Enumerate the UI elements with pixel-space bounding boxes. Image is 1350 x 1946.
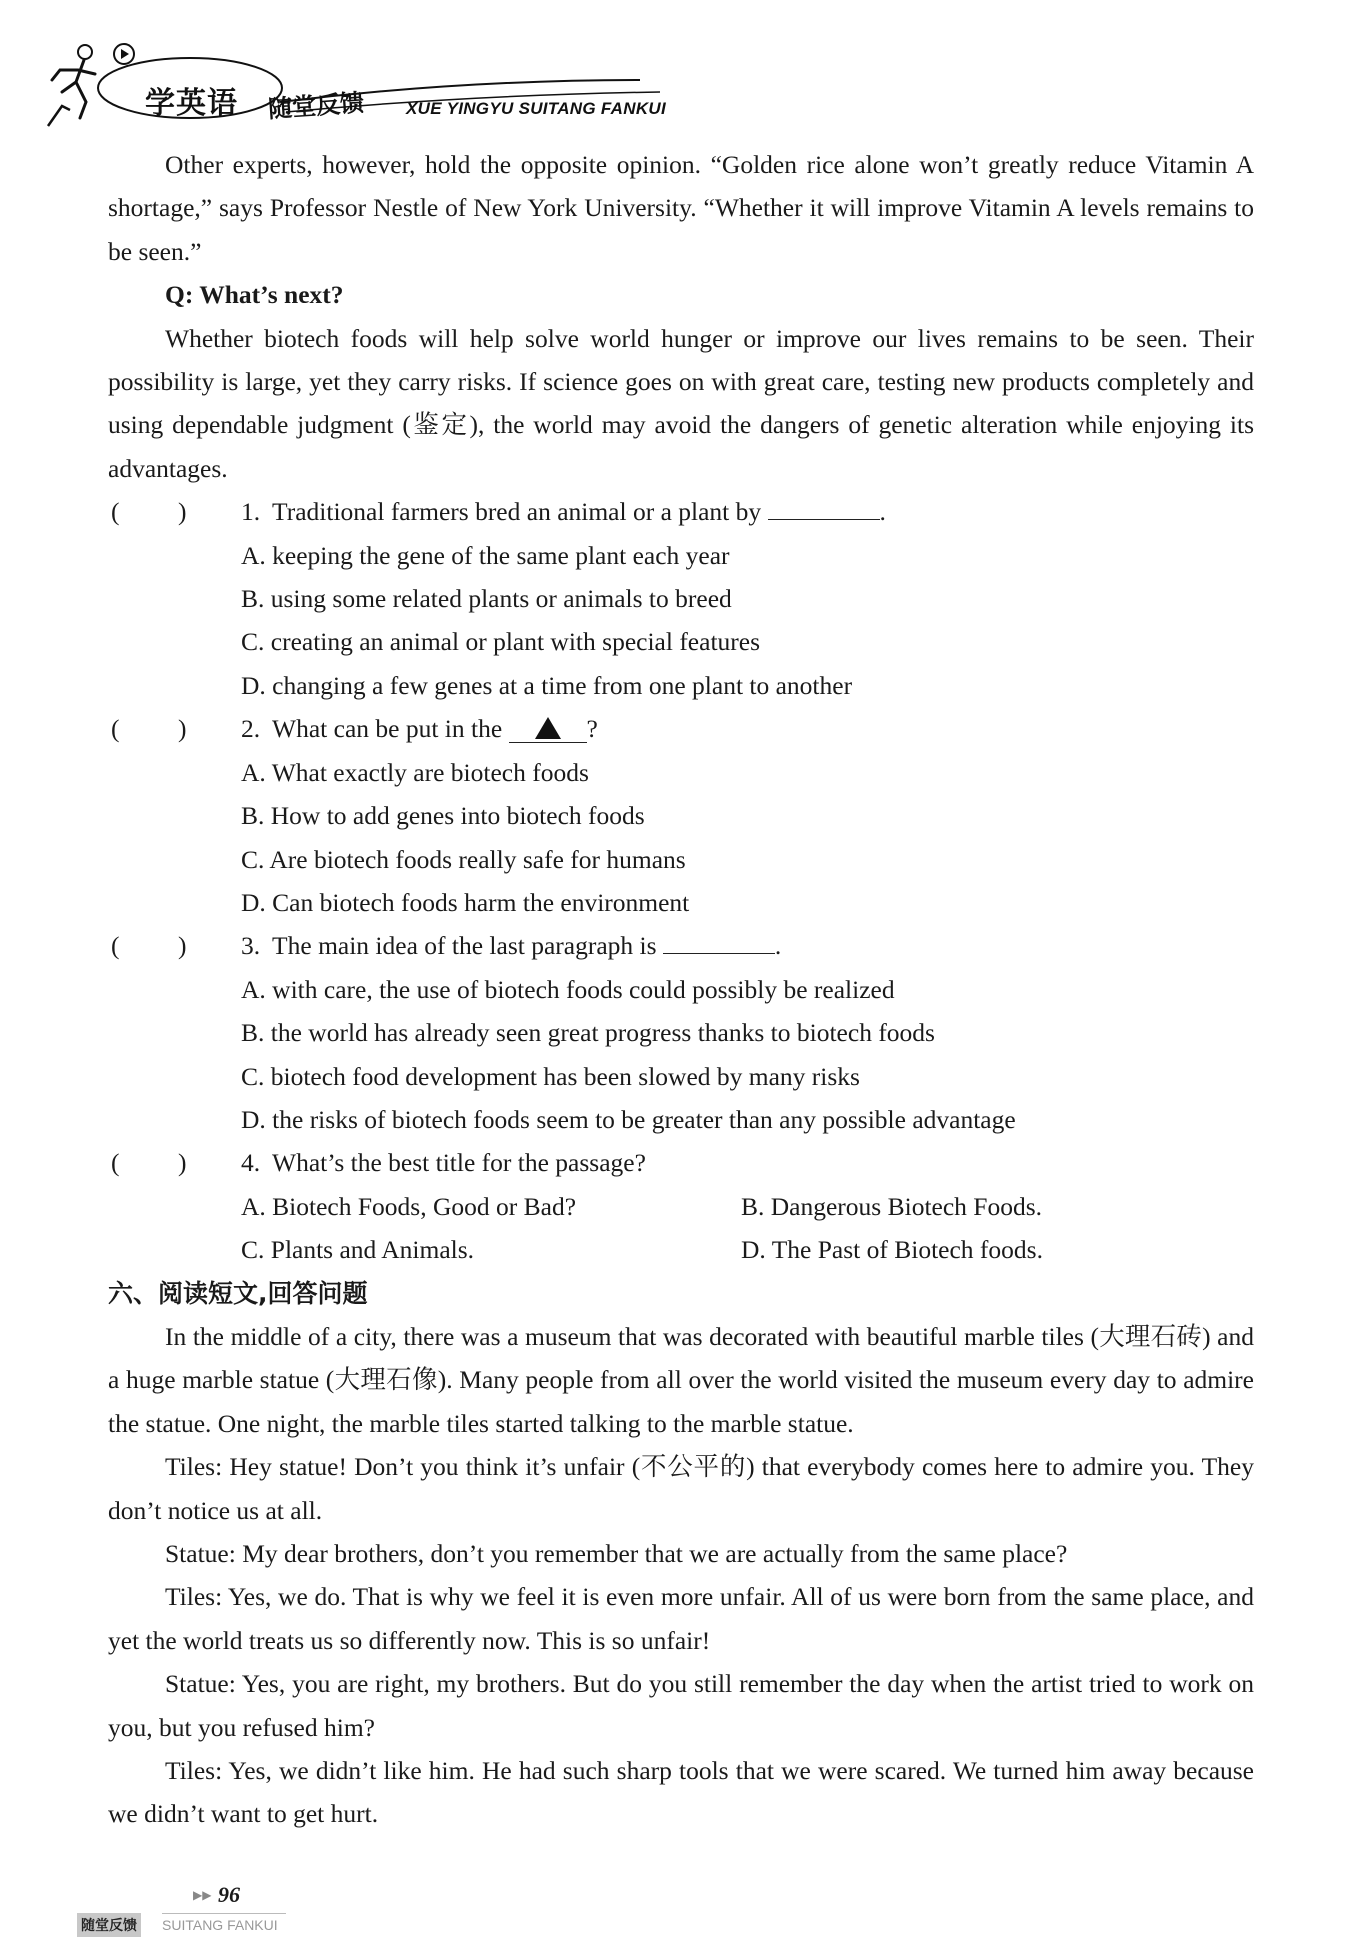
section-question-heading: Q: What’s next? xyxy=(165,280,344,310)
triangle-icon xyxy=(535,717,561,739)
footer-pinyin: SUITANG FANKUI xyxy=(162,1917,278,1933)
options-row xyxy=(108,1185,1254,1228)
question-1: ( ) 1. Traditional farmers bred an animal or a plant by . xyxy=(108,490,1254,533)
question-number: 2. xyxy=(241,714,261,744)
option-d: D. changing a few genes at a time from one plant to another xyxy=(241,670,853,700)
question-stem: The main idea of the last paragraph is xyxy=(272,931,657,961)
option-b: B. How to add genes into biotech foods xyxy=(241,801,645,831)
question-2: ( ) 2. What can be put in the ? xyxy=(108,707,1254,750)
option-b: B. Dangerous Biotech Foods. xyxy=(741,1191,1043,1221)
option-d: D. the risks of biotech foods seem to be greater than any possible advantage xyxy=(241,1104,1016,1134)
header-subtitle: 随堂反馈 xyxy=(267,88,366,124)
option-c: C. creating an animal or plant with special features xyxy=(241,627,761,657)
question-stem: What’s the best title for the passage? xyxy=(272,1148,646,1178)
page-header xyxy=(40,40,680,140)
header-pinyin: XUE YINGYU SUITANG FANKUI xyxy=(406,99,667,118)
story-paragraph: Statue: My dear brothers, don’t you remember that we are actually from the same place? xyxy=(165,1539,1068,1568)
option-b: B. the world has already seen great progress thanks to biotech foods xyxy=(241,1018,935,1048)
option-a: A. keeping the gene of the same plant each year xyxy=(241,540,730,570)
option-d: D. The Past of Biotech foods. xyxy=(741,1235,1043,1265)
passage-paragraph: Whether biotech foods will help solve world hunger or improve our lives remains to be seen. Their possibility is large, yet they carry risks. If science goes on with great care, testing new products completely and using dependable judgment (鉴定), the world may avoid the dangers of genetic alteration while enjoying its advantages. xyxy=(108,323,1254,483)
question-stem-end: ? xyxy=(586,714,598,744)
option-c: C. Are biotech foods really safe for humans xyxy=(241,844,686,874)
question-4: ( ) 4. What’s the best title for the passage? xyxy=(108,1141,1254,1184)
question-stem-end: . xyxy=(774,931,782,961)
story-paragraph: Tiles: Yes, we didn’t like him. He had such sharp tools that we were scared. We turned him away because we didn’t want to get hurt. xyxy=(108,1756,1254,1829)
story-paragraph: Statue: Yes, you are right, my brothers. But do you still remember the day when the artist tried to work on you, but you refused him? xyxy=(108,1669,1254,1742)
answer-bracket[interactable]: ( xyxy=(111,931,120,961)
question-number: 1. xyxy=(241,497,261,527)
answer-blank xyxy=(663,929,775,954)
question-stem-end: . xyxy=(879,497,886,527)
answer-bracket[interactable]: ( xyxy=(111,1148,120,1178)
question-number: 4. xyxy=(241,1148,261,1178)
header-title: 学英语 xyxy=(145,86,238,121)
options-row xyxy=(108,1228,1254,1271)
story-paragraph: In the middle of a city, there was a museum that was decorated with beautiful marble tiles (大理石砖) and a huge marble statue (大理石像). Many people from all over the world visited the museum every day to admire the statue. One night, the marble tiles started talking to the marble statue. xyxy=(108,1321,1254,1438)
option-c: C. biotech food development has been slowed by many risks xyxy=(241,1061,860,1091)
question-number: 3. xyxy=(241,931,261,961)
question-3: ( ) 3. The main idea of the last paragraph is . xyxy=(108,924,1254,967)
option-a: A. Biotech Foods, Good or Bad? xyxy=(241,1191,577,1221)
footer-arrows-icon: ▶▶ xyxy=(193,1888,212,1902)
footer-divider xyxy=(162,1913,286,1914)
page-number: 96 xyxy=(218,1882,240,1907)
option-d: D. Can biotech foods harm the environment xyxy=(241,887,690,917)
page-content xyxy=(108,143,1254,1836)
answer-bracket[interactable]: ( xyxy=(111,497,120,527)
option-c: C. Plants and Animals. xyxy=(241,1235,475,1265)
triangle-blank xyxy=(509,716,587,743)
footer-tag: 随堂反馈 xyxy=(77,1913,141,1937)
question-stem: What can be put in the xyxy=(272,714,503,744)
option-a: A. with care, the use of biotech foods could possibly be realized xyxy=(241,974,895,1004)
section-heading: 六、阅读短文,回答问题 xyxy=(108,1278,368,1308)
question-stem: Traditional farmers bred an animal or a plant by xyxy=(272,497,762,527)
passage-paragraph: Other experts, however, hold the opposite opinion. “Golden rice alone won’t greatly reduce Vitamin A shortage,” says Professor Nestle of New York University. “Whether it will improve Vitamin A levels remains to be seen.” xyxy=(108,150,1254,266)
story-paragraph: Tiles: Yes, we do. That is why we feel it is even more unfair. All of us were born from the same place, and yet the world treats us so differently now. This is so unfair! xyxy=(108,1582,1254,1655)
option-a: A. What exactly are biotech foods xyxy=(241,757,589,787)
story-paragraph: Tiles: Hey statue! Don’t you think it’s unfair (不公平的) that everybody comes here to admire you. They don’t notice us at all. xyxy=(108,1452,1254,1525)
answer-bracket[interactable]: ( xyxy=(111,714,120,744)
answer-blank xyxy=(768,495,880,520)
option-b: B. using some related plants or animals to breed xyxy=(241,584,732,614)
